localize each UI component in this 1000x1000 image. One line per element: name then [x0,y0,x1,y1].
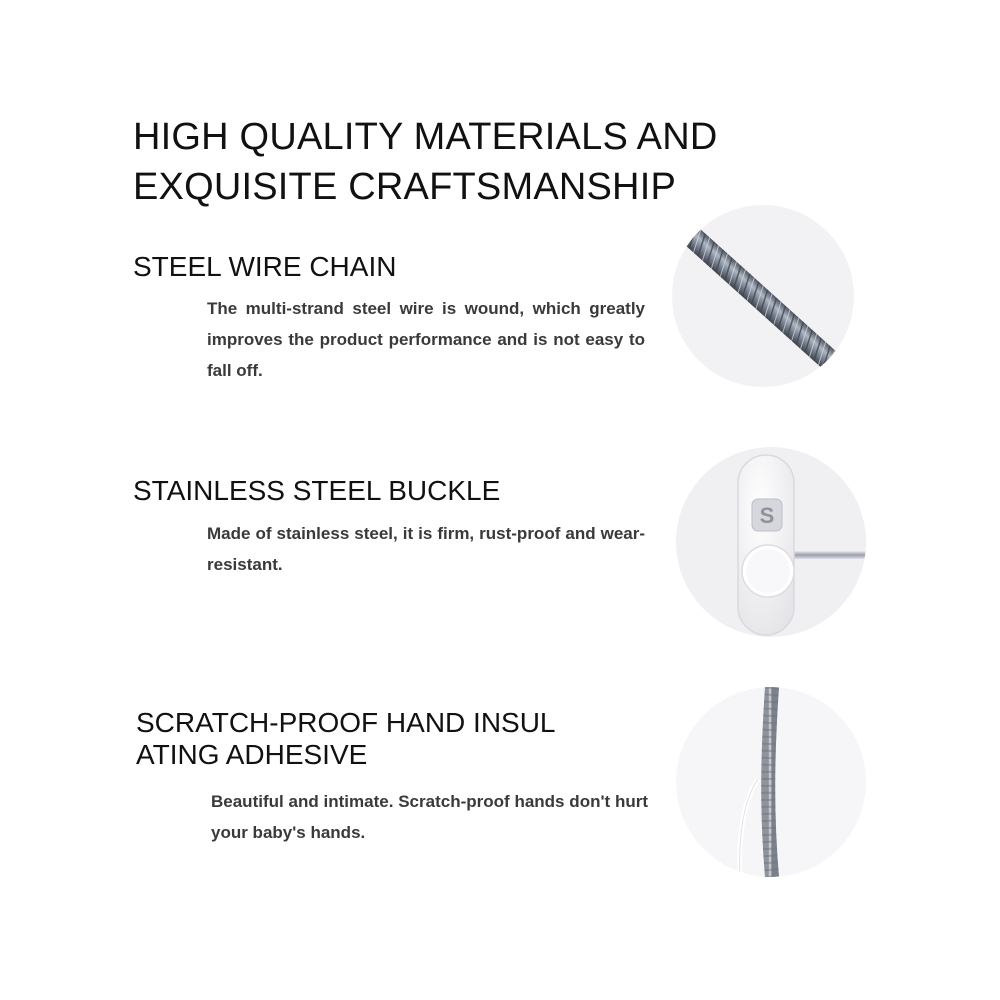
page-title-line1: HIGH QUALITY MATERIALS AND [133,116,718,158]
section-description-adhesive: Beautiful and intimate. Scratch-proof hands don't hurt your baby's hands. [211,792,648,842]
steel-wire-closeup-image [672,205,854,387]
coated-wire-icon [676,687,866,877]
buckle-closeup-image [676,447,866,637]
section-heading-adhesive [136,707,596,771]
coated-wire-closeup-image [676,687,866,877]
page-title [133,112,773,212]
section-heading-buckle: STAINLESS STEEL BUCKLE [133,475,501,506]
section-heading-adhesive-line2: ATING ADHESIVE [136,739,368,770]
buckle-letter: S [759,503,775,528]
section-heading-adhesive-line1: SCRATCH-PROOF HAND INSUL [136,707,556,738]
buckle-icon [676,447,866,637]
page-title-line2: EXQUISITE CRAFTSMANSHIP [133,166,677,208]
steel-wire-icon [672,205,854,387]
section-description-steel-wire: The multi-strand steel wire is wound, which greatly improves the product performance and is not easy to fall off. [207,299,645,380]
section-description-buckle: Made of stainless steel, it is firm, rust-proof and wear-resistant. [207,524,645,574]
section-heading-steel-wire: STEEL WIRE CHAIN [133,251,397,282]
